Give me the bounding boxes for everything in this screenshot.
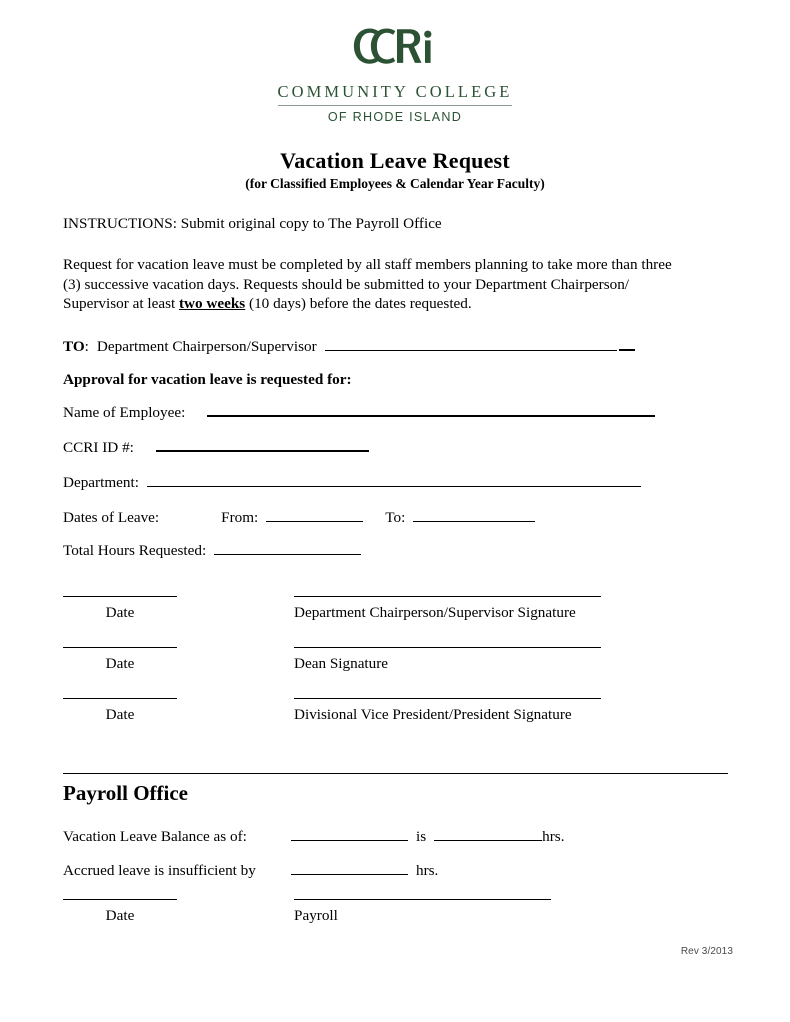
total-hours-input-line[interactable]: [214, 554, 361, 555]
instructions-emphasis: two weeks: [179, 295, 246, 313]
revision-note: Rev 3/2013: [680, 946, 733, 957]
dates-of-leave-row: [63, 509, 535, 527]
employee-name-input-line[interactable]: [207, 415, 655, 417]
to-input-line-tail[interactable]: [619, 349, 635, 351]
insufficient-leave-row: [63, 862, 438, 880]
payroll-date-signature-line[interactable]: [63, 899, 177, 900]
employee-name-label: Name of Employee:: [63, 404, 186, 421]
page-title: Vacation Leave Request: [280, 148, 510, 173]
date-caption: Date: [105, 706, 135, 723]
payroll-caption: Payroll: [294, 907, 338, 924]
date-caption: Date: [105, 604, 135, 621]
payroll-section-title: Payroll Office: [63, 781, 188, 805]
is-label: is: [416, 828, 427, 845]
approval-heading: Approval for vacation leave is requested for:: [63, 371, 352, 388]
dates-of-leave-label: Dates of Leave:: [63, 509, 160, 526]
college-name: COMMUNITY COLLEGE: [278, 82, 513, 106]
to-value-label: Department Chairperson/Supervisor: [96, 338, 317, 355]
ccri-id-label: CCRI ID #:: [63, 439, 134, 456]
to-label: TO: [63, 338, 85, 355]
page-subtitle: (for Classified Employees & Calendar Year Faculty): [245, 176, 545, 191]
to-row: [63, 338, 635, 356]
approver-signature-line[interactable]: [294, 596, 601, 597]
to-colon: :: [84, 338, 89, 355]
department-label: Department:: [63, 474, 139, 491]
total-hours-label: Total Hours Requested:: [63, 542, 207, 559]
balance-hours-input-line[interactable]: [434, 840, 542, 841]
hrs-label: hrs.: [542, 828, 565, 845]
insufficient-hrs-label: hrs.: [416, 862, 439, 879]
to-input-line[interactable]: [325, 350, 617, 351]
vacation-balance-row: [63, 828, 565, 846]
instructions-paragraph-part1: Request for vacation leave must be completed by all staff members planning to take more than three (3) successive vacation days. Requests should be submitted to your Department Chairperson/ Supervisor at least: [63, 256, 672, 313]
to-date-input-line[interactable]: [413, 521, 535, 522]
signature-caption: Divisional Vice President/President Signature: [294, 706, 572, 723]
department-row: [63, 474, 641, 492]
insufficient-hours-input-line[interactable]: [291, 874, 408, 875]
from-label: From:: [221, 509, 259, 526]
approver-signature-line[interactable]: [294, 698, 601, 699]
college-subtitle: OF RHODE ISLAND: [327, 110, 463, 124]
college-logo-block: [0, 24, 790, 124]
employee-name-row: [63, 404, 655, 422]
ccri-id-input-line[interactable]: [156, 450, 369, 452]
payroll-section-divider: [63, 773, 728, 774]
to-date-label: To:: [385, 509, 406, 526]
payroll-date-caption: Date: [105, 907, 135, 924]
ccri-id-row: [63, 439, 369, 457]
department-input-line[interactable]: [147, 486, 641, 487]
date-signature-line[interactable]: [63, 596, 177, 597]
vacation-balance-label: Vacation Leave Balance as of:: [63, 828, 247, 845]
instructions-line: INSTRUCTIONS: Submit original copy to The Payroll Office: [63, 215, 442, 232]
insufficient-leave-label: Accrued leave is insufficient by: [63, 862, 256, 879]
payroll-signature-line[interactable]: [294, 899, 551, 900]
from-date-input-line[interactable]: [266, 521, 363, 522]
instructions-paragraph-part2: (10 days) before the dates requested.: [245, 295, 472, 313]
date-caption: Date: [105, 655, 135, 672]
date-signature-line[interactable]: [63, 698, 177, 699]
approver-signature-line[interactable]: [294, 647, 601, 648]
date-signature-line[interactable]: [63, 647, 177, 648]
instructions-block: [63, 216, 683, 314]
balance-date-input-line[interactable]: [291, 840, 408, 841]
instructions-paragraph: [63, 255, 683, 314]
ccri-monogram-logo-icon: [347, 24, 443, 68]
signature-caption: Dean Signature: [294, 655, 389, 672]
signature-caption: Department Chairperson/Supervisor Signature: [294, 604, 576, 621]
total-hours-row: [63, 542, 361, 560]
